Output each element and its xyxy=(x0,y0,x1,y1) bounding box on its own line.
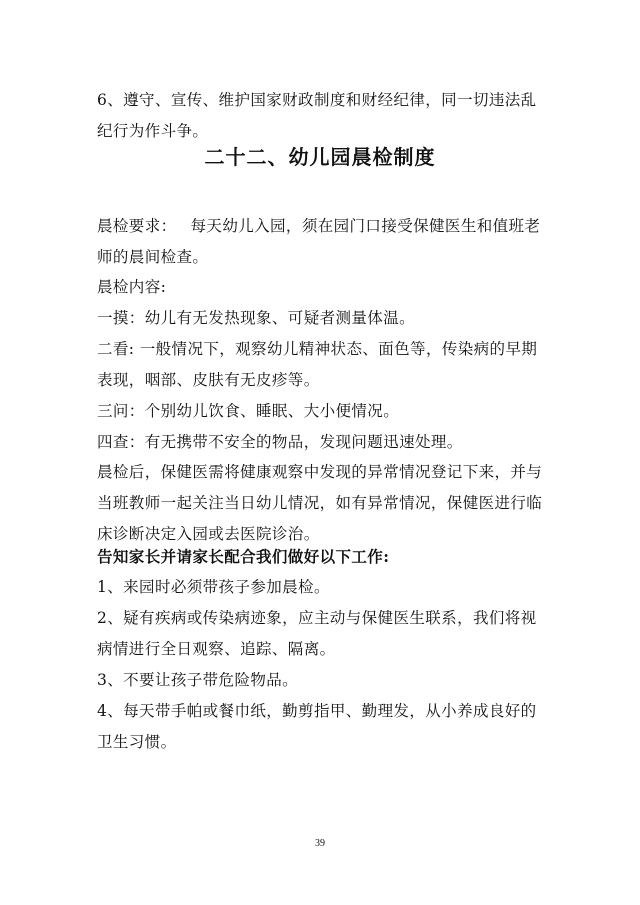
notice-item-4: 4、每天带手帕或餐巾纸，勤剪指甲、勤理发，从小养成良好的卫生习惯。 xyxy=(97,702,537,751)
step-look: 二看: 一般情况下，观察幼儿精神状态、面色等，传染病的早期表现，咽部、皮肤有无皮疹等。 xyxy=(97,340,538,389)
step-touch: 一摸：幼儿有无发热现象、可疑者测量体温。 xyxy=(97,309,416,327)
page-number: 39 xyxy=(315,838,325,849)
notice-heading: 告知家长并请家长配合我们做好以下工作: xyxy=(97,547,390,566)
step-check: 四查：有无携带不安全的物品，发现问题迅速处理。 xyxy=(97,433,463,451)
notice-item-3: 3、不要让孩子带危险物品。 xyxy=(97,671,299,689)
after-check-paragraph: 晨检后，保健医需将健康观察中发现的异常情况登记下来，并与当班教师一起关注当日幼儿情况，如有异常情况，保健医进行临床诊断决定入园或去医院诊治。 xyxy=(97,463,543,543)
requirement-label: 晨检要求： xyxy=(97,217,177,235)
requirement-text: 每天幼儿入园，须在园门口接受保健医生和值班老师的晨间检查。 xyxy=(97,217,541,266)
notice-item-1: 1、来园时必须带孩子参加晨检。 xyxy=(97,578,330,596)
notice-item-2: 2、疑有疾病或传染病迹象，应主动与保健医生联系，我们将视病情进行全日观察、追踪、隔离。 xyxy=(97,609,537,658)
section-title: 二十二、幼儿园晨检制度 xyxy=(204,145,436,169)
content-heading: 晨检内容: xyxy=(97,278,167,296)
requirement-paragraph xyxy=(97,211,547,273)
step-ask: 三问：个别幼儿饮食、睡眠、大小便情况。 xyxy=(97,402,400,420)
intro-item-6: 6、遵守、宣传、维护国家财政制度和财经纪律，同一切违法乱纪行为作斗争。 xyxy=(97,91,537,140)
